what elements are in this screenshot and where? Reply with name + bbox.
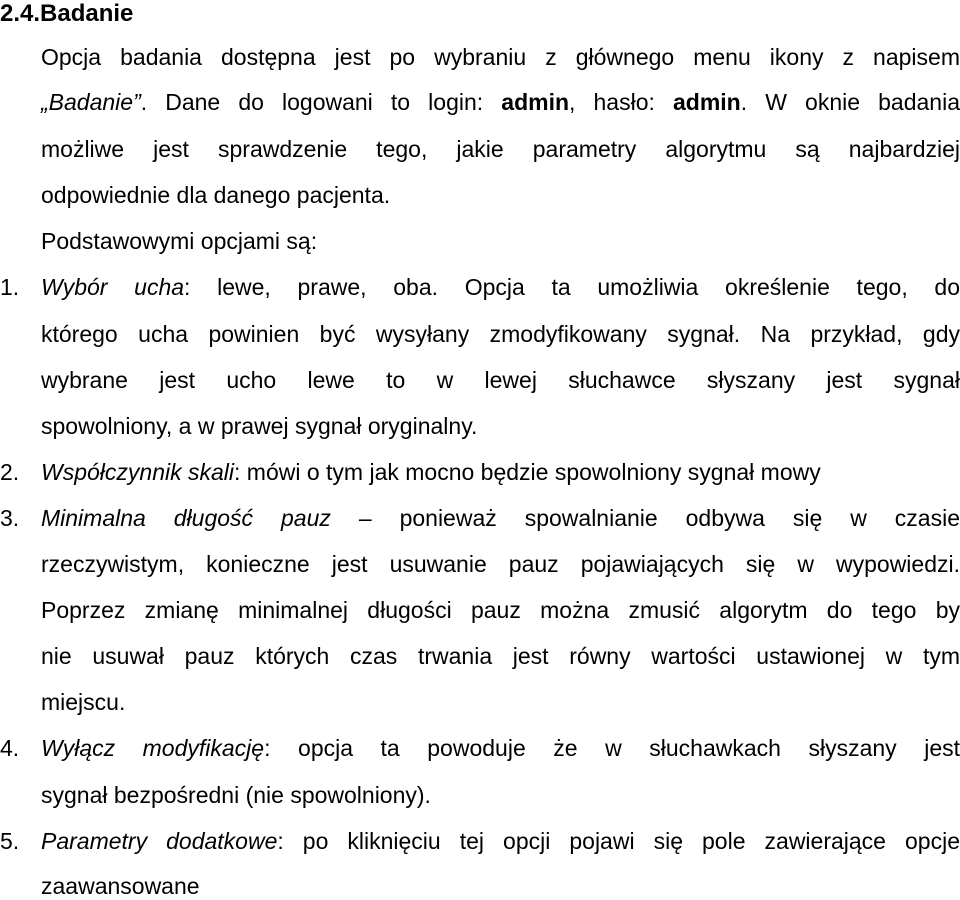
- item-3-number: 3.: [0, 505, 20, 531]
- item-1-line-2: którego ucha powinien być wysyłany zmodyfikowany sygnał. Na przykład, gdy: [41, 321, 960, 347]
- item-4-line-1: Wyłącz modyfikację: opcja ta powoduje że w słuchawkach słyszany jest: [41, 735, 960, 761]
- login-value: admin: [501, 89, 570, 115]
- item-3-line-5: miejscu.: [41, 689, 126, 715]
- intro-line-2: „Badanie”. Dane do logowani to login: admin, hasło: admin. W oknie badania: [41, 89, 960, 115]
- intro-line-5: Podstawowymi opcjami są:: [41, 228, 318, 254]
- intro-line-1: Opcja badania dostępna jest po wybraniu z głównego menu ikony z napisem: [41, 44, 960, 70]
- item-1-number: 1.: [0, 274, 20, 300]
- item-5-term: Parametry dodatkowe: [41, 828, 278, 854]
- item-2-number: 2.: [0, 459, 20, 485]
- item-1-line-4: spowolniony, a w prawej sygnał oryginalny.: [41, 413, 478, 439]
- badanie-term: „Badanie”: [41, 89, 141, 115]
- item-2-term: Współczynnik skali: [41, 459, 234, 485]
- section-heading: [0, 0, 133, 28]
- item-5-line-1: Parametry dodatkowe: po kliknięciu tej opcji pojawi się pole zawierające opcje: [41, 828, 960, 854]
- item-4-line-2: sygnał bezpośredni (nie spowolniony).: [41, 782, 431, 808]
- item-4-number: 4.: [0, 735, 20, 761]
- item-2-line-1: Współczynnik skali: mówi o tym jak mocno będzie spowolniony sygnał mowy: [41, 459, 821, 485]
- item-1-line-3: wybrane jest ucho lewe to w lewej słuchawce słyszany jest sygnał: [41, 367, 960, 393]
- password-value: admin: [673, 89, 741, 115]
- item-1-term: Wybór ucha: [41, 274, 185, 300]
- intro-line-3: możliwe jest sprawdzenie tego, jakie parametry algorytmu są najbardziej: [41, 136, 960, 162]
- section-title: Badanie: [40, 0, 134, 27]
- item-4-term: Wyłącz modyfikację: [41, 735, 265, 761]
- item-3-line-3: Poprzez zmianę minimalnej długości pauz można zmusić algorytm do tego by: [41, 597, 960, 623]
- item-3-line-4: nie usuwał pauz których czas trwania jest równy wartości ustawionej w tym: [41, 643, 960, 669]
- item-3-term: Minimalna długość pauz: [41, 505, 331, 531]
- item-5-number: 5.: [0, 828, 20, 854]
- item-1-line-1: Wybór ucha: lewe, prawe, oba. Opcja ta umożliwia określenie tego, do: [41, 274, 960, 300]
- section-number: 2.4.: [0, 0, 41, 27]
- item-3-line-2: rzeczywistym, konieczne jest usuwanie pauz pojawiających się w wypowiedzi.: [41, 551, 960, 577]
- item-5-line-2: zaawansowane: [41, 873, 200, 899]
- intro-line-4: odpowiednie dla danego pacjenta.: [41, 182, 391, 208]
- item-3-line-1: Minimalna długość pauz – ponieważ spowalnianie odbywa się w czasie: [41, 505, 960, 531]
